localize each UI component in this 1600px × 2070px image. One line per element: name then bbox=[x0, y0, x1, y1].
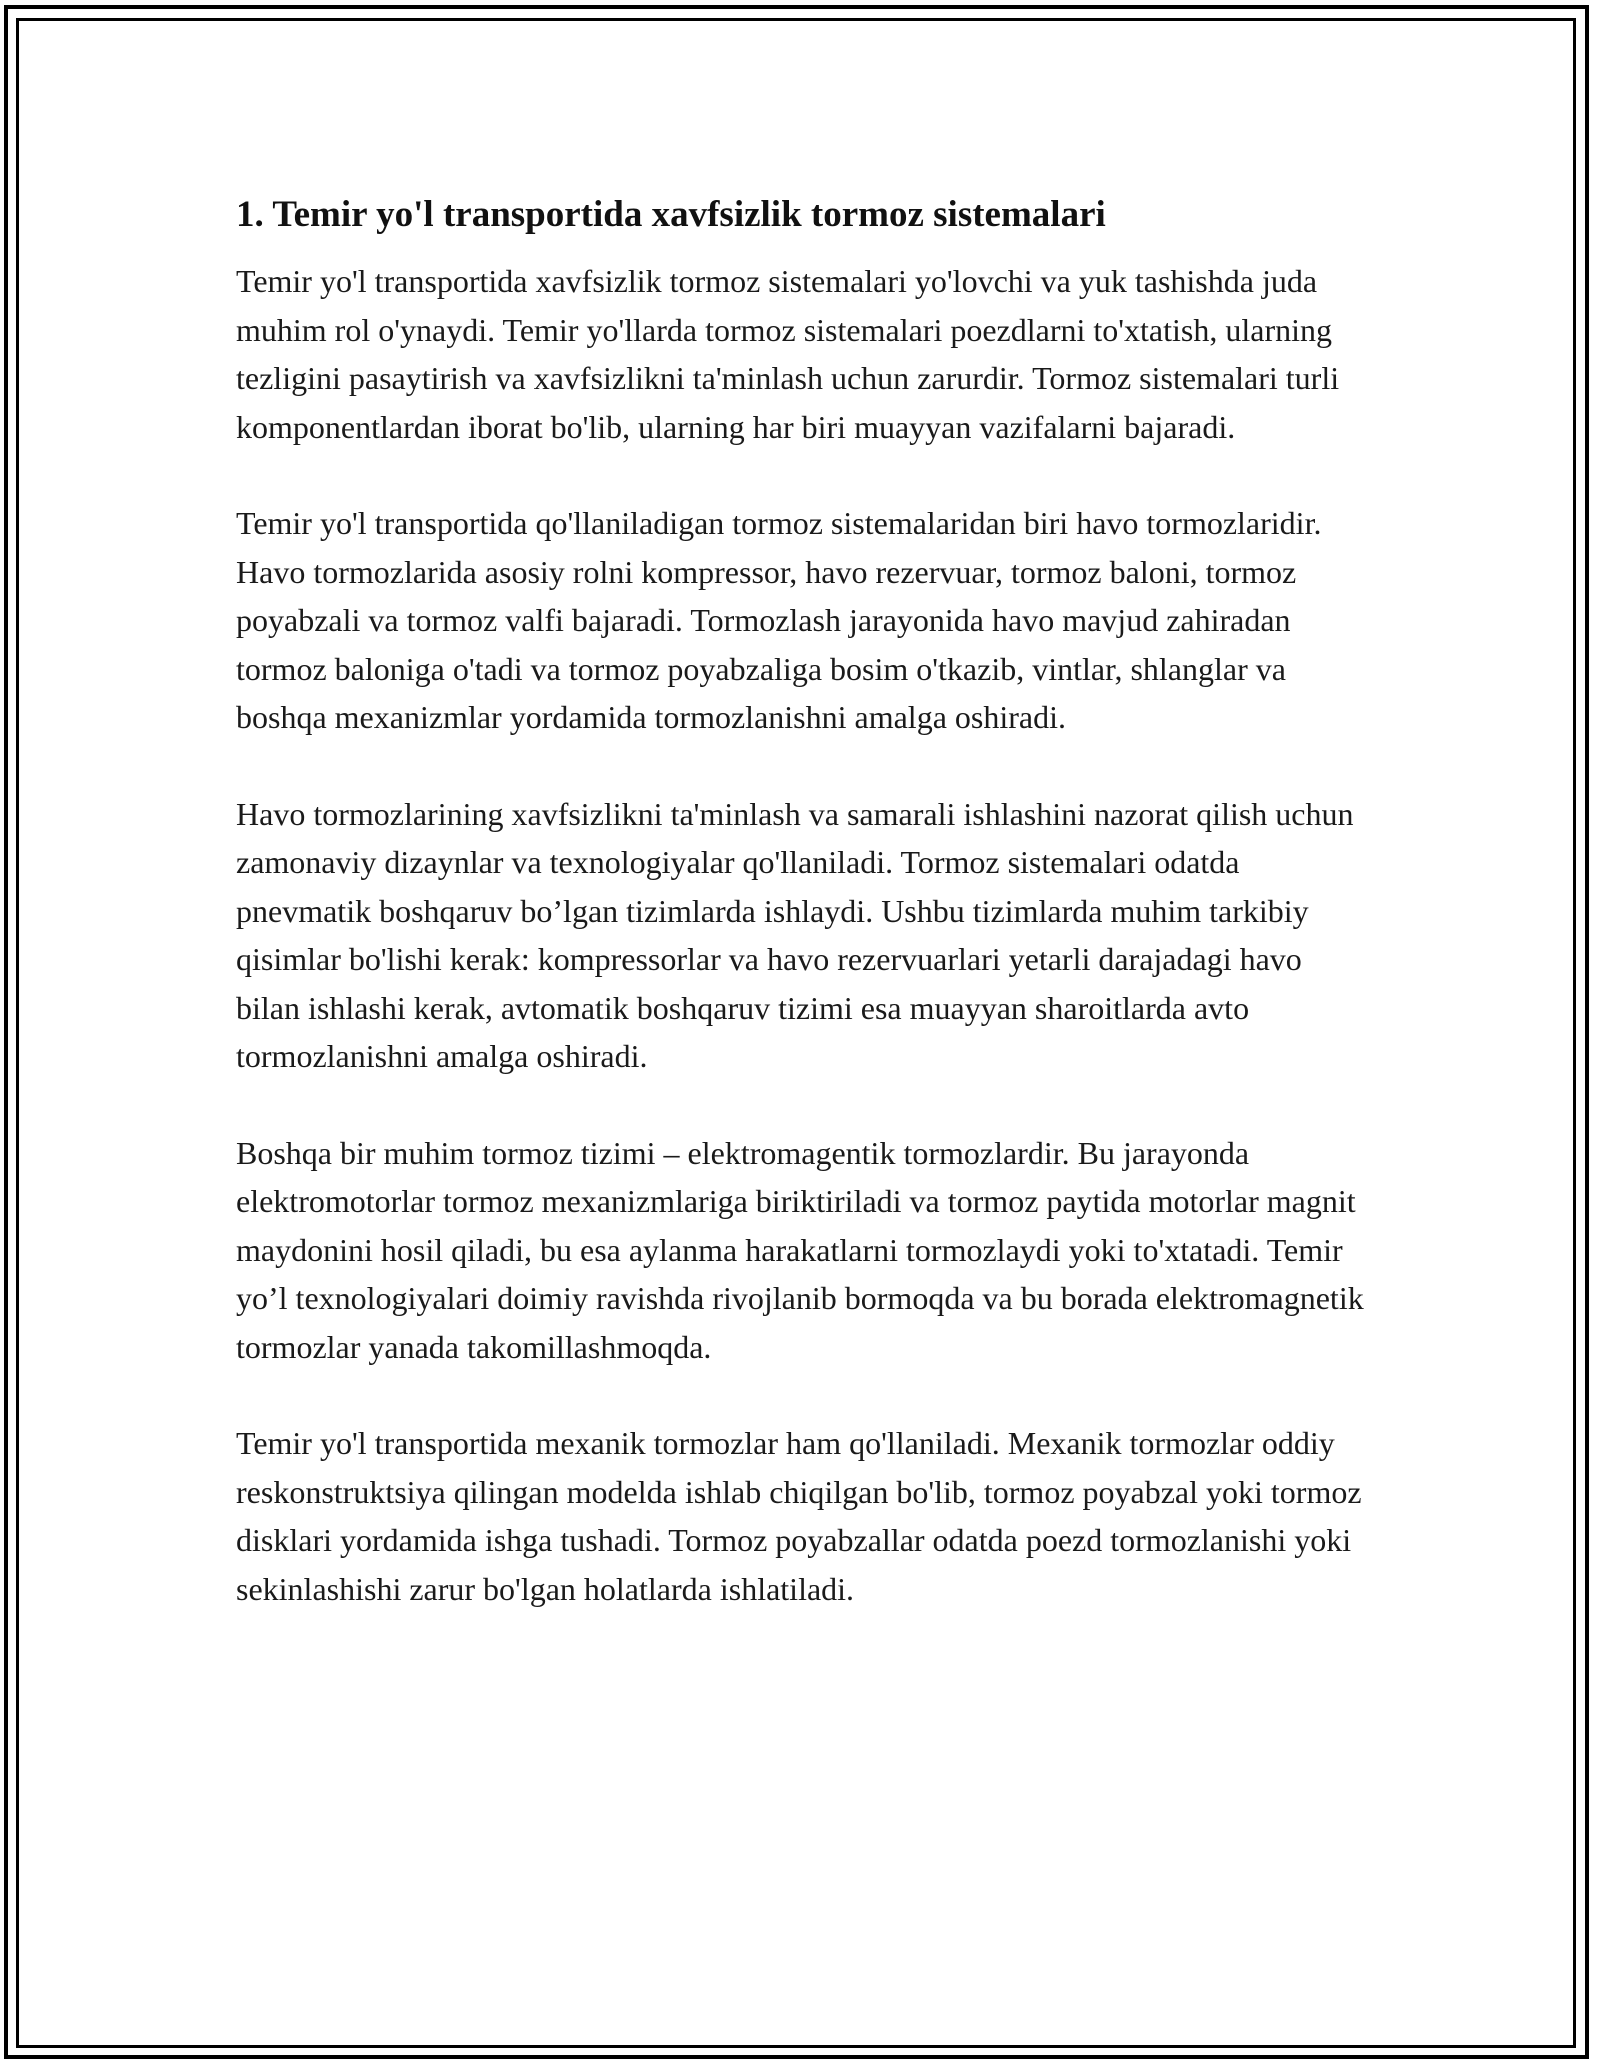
document-body bbox=[236, 185, 1366, 1613]
section-heading: 1. Temir yo'l transportida xavfsizlik tormoz sistemalari bbox=[236, 194, 1106, 235]
paragraph-1: Temir yo'l transportida xavfsizlik tormoz sistemalari yo'lovchi va yuk tashishda juda muhim rol o'ynaydi. Temir yo'llarda tormoz sistemalari poezdlarni to'xtatish, ularning tezligini pasaytirish va xavfsizlikni ta'minlash uchun zarurdir. Tormoz sistemalari turli komponentlardan iborat bo'lib, ularning har biri muayyan vazifalarni bajaradi. bbox=[236, 263, 1340, 445]
paragraph-4: Boshqa bir muhim tormoz tizimi – elektromagentik tormozlardir. Bu jarayonda elektromotorlar tormoz mexanizmlariga biriktiriladi va tormoz paytida motorlar magnit maydonini hosil qiladi, bu esa aylanma harakatlarni tormozlaydi yoki to'xtatadi. Temir yo’l texnologiyalari doimiy ravishda rivojlanib bormoqda va bu borada elektromagnetik tormozlar yanada takomillashmoqda. bbox=[236, 1134, 1364, 1365]
paragraph-3: Havo tormozlarining xavfsizlikni ta'minlash va samarali ishlashini nazorat qilish uchun zamonaviy dizaynlar va texnologiyalar qo'llaniladi. Tormoz sistemalari odatda pnevmatik boshqaruv bo’lgan tizimlarda ishlaydi. Ushbu tizimlarda muhim tarkibiy qisimlar bo'lishi kerak: kompressorlar va havo rezervuarlari yetarli darajadagi havo bilan ishlashi kerak, avtomatik boshqaruv tizimi esa muayyan sharoitlarda avto tormozlanishni amalga oshiradi. bbox=[236, 795, 1354, 1074]
paragraph-2: Temir yo'l transportida qo'llaniladigan tormoz sistemalaridan biri havo tormozlaridir. Havo tormozlarida asosiy rolni kompressor, havo rezervuar, tormoz baloni, tormoz poyabzali va tormoz valfi bajaradi. Tormozlash jarayonida havo mavjud zahiradan tormoz baloniga o'tadi va tormoz poyabzaliga bosim o'tkazib, vintlar, shlanglar va boshqa mexanizmlar yordamida tormozlanishni amalga oshiradi. bbox=[236, 505, 1322, 735]
paragraph-5: Temir yo'l transportida mexanik tormozlar ham qo'llaniladi. Mexanik tormozlar oddiy reskonstruktsiya qilingan modelda ishlab chiqilgan bo'lib, tormoz poyabzal yoki tormoz disklari yordamida ishga tushadi. Tormoz poyabzallar odatda poezd tormozlanishi yoki sekinlashishi zarur bo'lgan holatlarda ishlatiladi. bbox=[236, 1425, 1362, 1607]
